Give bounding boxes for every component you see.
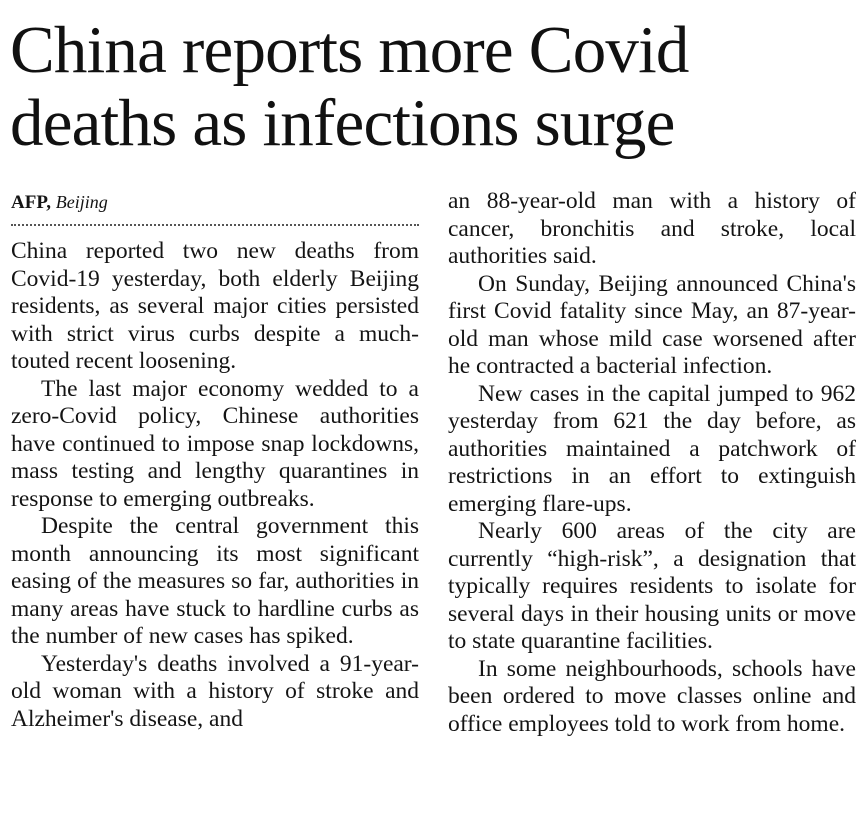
- byline-agency: AFP,: [11, 192, 51, 213]
- paragraph: China reported two new deaths from Covid-19 yesterday, both elderly Beijing residents, as several major cities persisted with strict virus curbs despite a much-touted recent loosening.: [11, 238, 419, 374]
- paragraph: In some neighbourhoods, schools have been ordered to move classes online and office employees told to work from home.: [448, 655, 856, 737]
- paragraph: Despite the central government this month announcing its most significant easing of the measures so far, authorities in many areas have stuck to hardline curbs as the number of new cases has spiked.: [11, 513, 419, 649]
- paragraph: The last major economy wedded to a zero-Covid policy, Chinese authorities have continued to impose snap lockdowns, mass testing and lengthy quarantines in response to emerging outbreaks.: [11, 375, 419, 512]
- paragraph: Yesterday's deaths involved a 91-year-old woman with a history of stroke and Alzheimer's disease, and: [11, 650, 419, 732]
- headline: China reports more Covid deaths as infections surge: [10, 13, 689, 160]
- paragraph: On Sunday, Beijing announced China's first Covid fatality since May, an 87-year-old man whose mild case worsened after he contracted a bacterial infection.: [448, 270, 856, 379]
- byline: [11, 188, 419, 216]
- article-column-left: [11, 188, 419, 733]
- article-column-right: [448, 188, 856, 738]
- paragraph: New cases in the capital jumped to 962 yesterday from 621 the day before, as authorities maintained a patchwork of restrictions in an effort to extinguish emerging flare-ups.: [448, 380, 856, 517]
- paragraph: Nearly 600 areas of the city are currently “high-risk”, a designation that typically requires residents to isolate for several days in their housing units or move to state quarantine facilities.: [448, 518, 856, 654]
- byline-divider: [11, 224, 419, 226]
- paragraph-continued: an 88-year-old man with a history of cancer, bronchitis and stroke, local authorities said.: [448, 188, 856, 269]
- byline-dateline: Beijing: [55, 192, 108, 212]
